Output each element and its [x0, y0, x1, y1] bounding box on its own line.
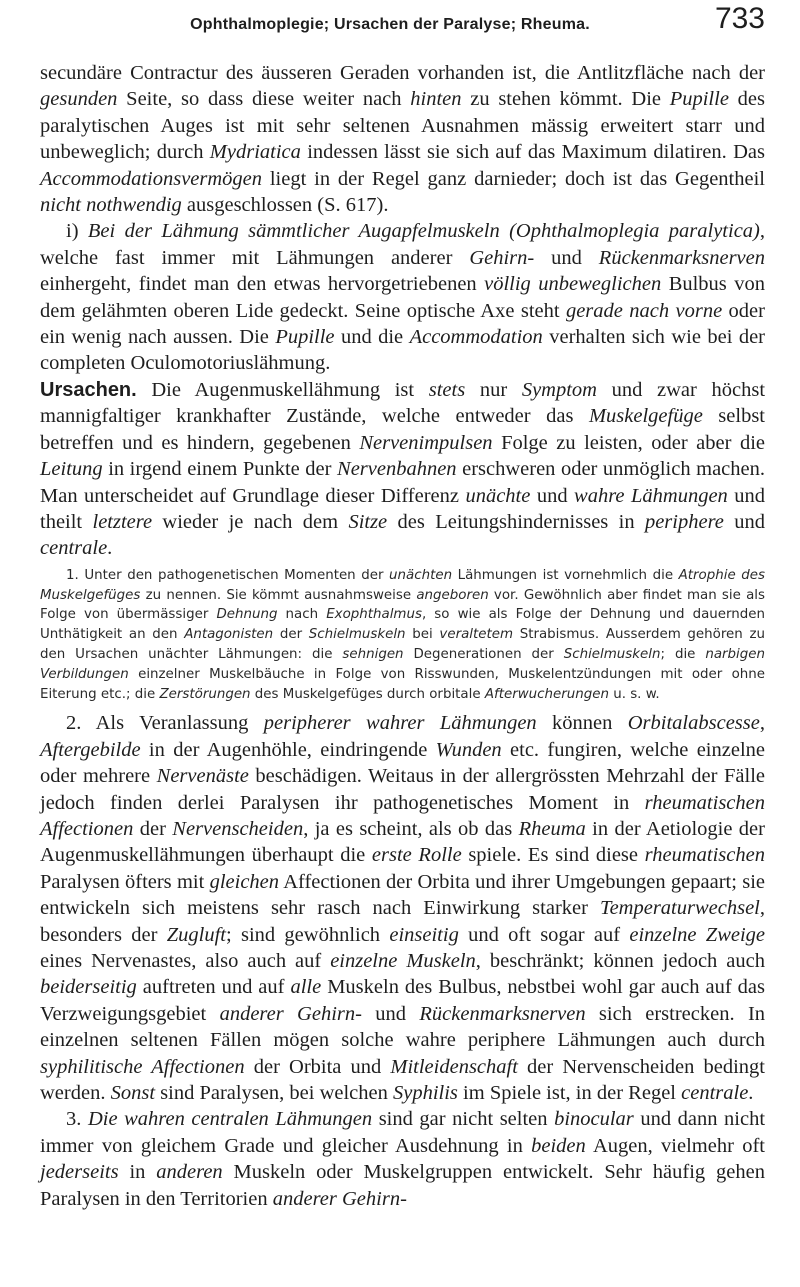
book-page: [40, 0, 765, 1212]
section-heading-causes: Ursachen.: [40, 378, 137, 401]
paragraph-central: 3. Die wahren centralen Lähmungen sind gar nicht selten binocular und dann nicht immer von gleichem Grade und gleicher Ausdehnung in beiden Augen, vielmehr oft jederseits in anderen Muskeln oder Muskelgruppen entwickelt. Sehr häufig gehen Paralysen in den Territorien anderer Gehirn-: [40, 1108, 766, 1210]
paragraph-peripheral: 2. Als Veranlassung peripherer wahrer Lähmungen können Orbitalabscesse, Aftergebilde in der Augenhöhle, eindringende Wunden etc. fungiren, welche einzelne oder mehrere Nervenäste beschädigen. Weitaus in der allergrössten Mehrzahl der Fälle jedoch finden derlei Paralysen ihr pathogenetisches Moment in rheumatischen Affectionen der Nervenscheiden, ja es scheint, als ob das Rheuma in der Aetiologie der Augenmuskellähmungen überhaupt die erste Rolle spiele. Es sind diese rheumatischen Paralysen öfters mit gleichen Affectionen der Orbita und ihrer Umgebungen gepaart; sie entwickeln sich meistens sehr rasch nach Einwirkung starker Temperaturwechsel, besonders der Zugluft; sind gewöhnlich einseitig und oft sogar auf einzelne Zweige eines Nervenastes, also auch auf einzelne Muskeln, beschränkt; können jedoch auch beiderseitig auftreten und auf alle Muskeln des Bulbus, nebstbei wohl gar auch auf das Verzweigungsgebiet anderer Gehirn- und Rückenmarksnerven sich erstrecken. In einzelnen seltenen Fällen mögen solche wahre periphere Lähmungen auch durch syphilitische Affectionen der Orbita und Mitleidenschaft der Nervenscheiden bedingt werden. Sonst sind Paralysen, bei welchen Syphilis im Spiele ist, in der Regel centrale.: [40, 712, 766, 1104]
page-number: 733: [714, 2, 765, 35]
paragraph-pupil: secundäre Contractur des äusseren Geraden vorhanden ist, die Antlitzfläche nach der gesunden Seite, so dass diese weiter nach hinten zu stehen kömmt. Die Pupille des paralytischen Auges ist mit sehr seltenen Ausnahmen mässig erweitert starr und unbeweglich; durch Mydriatica indessen lässt sie sich auf das Maximum dilatiren. Das Accommodationsvermögen liegt in der Regel ganz darnieder; doch ist das Gegentheil nicht nothwendig ausgeschlossen (S. 617).: [40, 62, 765, 217]
note-unaechte-laehmungen: 1. Unter den pathogenetischen Momenten der unächten Lähmungen ist vornehmlich die Atrophie des Muskelgefüges zu nennen. Sie kömmt ausnahmsweise angeboren vor. Gewöhnlich aber findet man sie als Folge von übermässiger Dehnung nach Exophthalmus, so wie als Folge der Dehnung und dauernden Unthätigkeit an den Antagonisten der Schielmuskeln bei veraltetem Strabismus. Ausserdem gehören zu den Ursachen unächter Lähmungen: die sehnigen Degenerationen der Schielmuskeln; die narbigen Verbildungen einzelner Muskelbäuche in Folge von Risswunden, Muskelentzündungen mit oder ohne Eiterung etc.; die Zerstörungen des Muskelgefüges durch orbitale Afterwucherungen u. s. w.: [40, 567, 766, 702]
paragraph-causes: Ursachen. Die Augenmuskellähmung ist stets nur Symptom und zwar höchst mannigfaltiger krankhafter Zustände, welche entweder das Muskelgefüge selbst betreffen und es hindern, gegebenen Nervenimpulsen Folge zu leisten, oder aber die Leitung in irgend einem Punkte der Nervenbahnen erschweren oder unmöglich machen. Man unterscheidet auf Grundlage dieser Differenz unächte und wahre Lähmungen und theilt letztere wieder je nach dem Sitze des Leitungshindernisses in periphere und centrale.: [40, 378, 766, 560]
page-header: [40, 0, 765, 60]
running-title: Ophthalmoplegie; Ursachen der Paralyse; Rheuma.: [190, 16, 590, 33]
paragraph-ophthalmoplegia: i) Bei der Lähmung sämmtlicher Augapfelmuskeln (Ophthalmoplegia paralytica), welche fast immer mit Lähmungen anderer Gehirn- und Rückenmarksnerven einhergeht, findet man den etwas hervorgetriebenen völlig unbeweglichen Bulbus von dem gelähmten oberen Lide gedeckt. Seine optische Axe steht gerade nach vorne oder ein wenig nach aussen. Die Pupille und die Accommodation verhalten sich wie bei der completen Oculomotoriuslähmung.: [40, 220, 766, 375]
